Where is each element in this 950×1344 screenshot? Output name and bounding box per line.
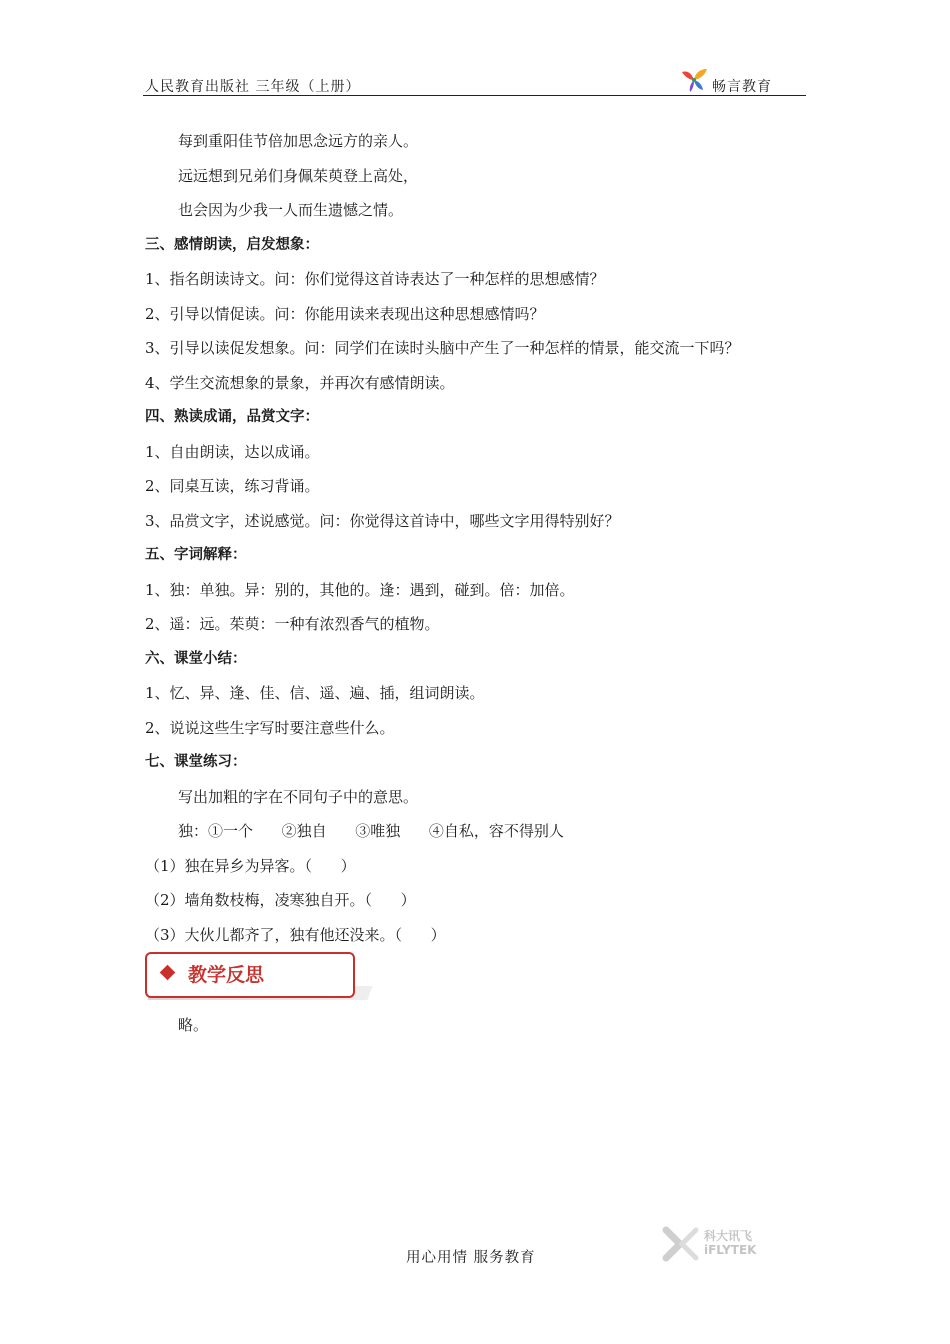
section-heading: 五、字词解释：	[145, 547, 247, 563]
text-line: 3、引导以读促发想象。问：同学们在读时头脑中产生了一种怎样的情景，能交流一下吗？	[145, 339, 740, 357]
text-line: 1、忆、异、逢、佳、信、遥、遍、插，组词朗读。	[145, 684, 485, 702]
text-line: 每到重阳佳节倍加思念远方的亲人。	[178, 132, 419, 150]
brand-name: 畅言教育	[712, 79, 772, 95]
bird-icon	[680, 66, 710, 94]
text-line: 1、自由朗读，达以成诵。	[145, 442, 320, 461]
text-line: 写出加粗的字在不同句子中的意思。	[178, 787, 419, 806]
text-line: 2、同桌互读，练习背诵。	[145, 477, 320, 495]
logo-text-en: iFLYTEK	[704, 1243, 757, 1257]
text-line: 3、品赏文字，述说感觉。问：你觉得这首诗中，哪些文字用得特别好？	[145, 511, 620, 530]
text-line: 2、说说这些生字写时要注意些什么。	[145, 718, 395, 737]
footer-slogan: 用心用情 服务教育	[406, 1250, 536, 1266]
reflection-body: 略。	[178, 1016, 209, 1034]
text-line: （3）大伙儿都齐了，独有他还没来。（ ）	[145, 925, 446, 944]
text-line: 4、学生交流想象的景象，并再次有感情朗读。	[145, 373, 455, 392]
iflytek-logo	[662, 1226, 772, 1262]
text-line: 1、独：单独。异：别的，其他的。逢：遇到，碰到。倍：加倍。	[145, 580, 575, 599]
text-line: 2、遥：远。茱萸：一种有浓烈香气的植物。	[145, 615, 440, 633]
section-heading: 六、课堂小结：	[145, 650, 247, 667]
logo-text-cn: 科大讯飞	[704, 1229, 753, 1243]
section-heading: 四、熟读成诵，品赏文字：	[145, 409, 319, 425]
reflection-title: 教学反思	[188, 964, 265, 986]
lesson-content	[145, 124, 815, 952]
text-line: 2、引导以情促读。问：你能用读来表现出这种思想感情吗？	[145, 304, 545, 323]
text-line: 远远想到兄弟们身佩茱萸登上高处，	[178, 166, 419, 185]
text-line: 1、指名朗读诗文。问：你们觉得这首诗表达了一种怎样的思想感情？	[145, 270, 605, 288]
text-line: 独：①一个 ②独自 ③唯独 ④自私，容不得别人	[178, 822, 564, 840]
text-line: （1）独在异乡为异客。（ ）	[145, 856, 356, 875]
iflytek-x-icon	[662, 1226, 702, 1262]
brand-logo	[680, 66, 800, 96]
text-line: （2）墙角数枝梅，凌寒独自开。（ ）	[145, 891, 416, 909]
section-heading: 三、感情朗读，启发想象：	[145, 236, 319, 253]
header-divider	[143, 95, 806, 96]
section-heading: 七、课堂练习：	[145, 754, 247, 770]
text-line: 也会因为少我一人而生遗憾之情。	[178, 201, 404, 219]
header-publisher: 人民教育出版社 三年级（上册）	[145, 79, 361, 95]
